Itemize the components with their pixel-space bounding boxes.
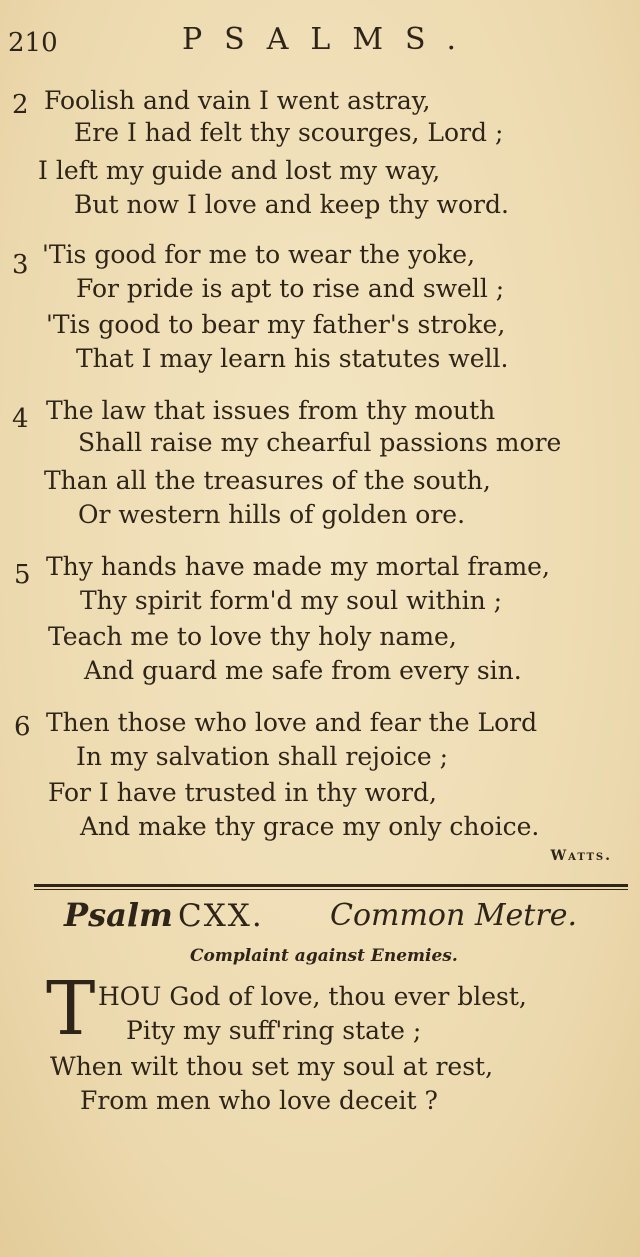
- stanza-line: Ere I had felt thy scourges, Lord ;: [74, 118, 504, 147]
- psalm-line: From men who love deceit ?: [80, 1086, 438, 1115]
- stanza-number: 4: [12, 404, 29, 434]
- stanza-line: Or western hills of golden ore.: [78, 500, 466, 529]
- stanza-line: Thy hands have made my mortal frame,: [46, 552, 550, 581]
- stanza-line: Thy spirit form'd my soul within ;: [80, 586, 503, 615]
- stanza-line: And make thy grace my only choice.: [80, 812, 540, 841]
- attribution: Watts.: [550, 848, 612, 864]
- stanza-line: Then those who love and fear the Lord: [46, 708, 538, 737]
- stanza-number: 3: [12, 250, 29, 280]
- stanza-line: For pride is apt to rise and swell ;: [76, 274, 505, 303]
- psalm-heading-word: Psalm: [64, 896, 173, 934]
- psalm-number: CXX.: [178, 898, 264, 934]
- stanza-line: Shall raise my chearful passions more: [78, 428, 562, 457]
- psalm-subtitle: Complaint against Enemies.: [190, 946, 458, 966]
- psalm-line: Pity my suff'ring state ;: [126, 1016, 422, 1045]
- stanza-line: 'Tis good for me to wear the yoke,: [42, 240, 476, 269]
- stanza-line: And guard me safe from every sin.: [84, 656, 522, 685]
- stanza-line: Teach me to love thy holy name,: [48, 622, 457, 651]
- stanza-line: 'Tis good to bear my father's stroke,: [46, 310, 506, 339]
- stanza-number: 6: [14, 712, 31, 742]
- stanza-line: Foolish and vain I went astray,: [44, 86, 431, 115]
- section-rule: [34, 884, 628, 887]
- psalm-line: When wilt thou set my soul at rest,: [50, 1052, 494, 1081]
- stanza-number: 5: [14, 560, 31, 590]
- stanza-line: Than all the treasures of the south,: [44, 466, 491, 495]
- psalm-line: HOU God of love, thou ever blest,: [98, 982, 527, 1011]
- stanza-line: But now I love and keep thy word.: [74, 190, 509, 219]
- stanza-line: In my salvation shall rejoice ;: [76, 742, 449, 771]
- stanza-number: 2: [12, 90, 29, 120]
- stanza-line: I left my guide and lost my way,: [38, 156, 441, 185]
- stanza-line: For I have trusted in thy word,: [48, 778, 437, 807]
- page-number: 210: [8, 28, 58, 58]
- drop-cap: T: [46, 966, 96, 1052]
- psalm-metre: Common Metre.: [330, 898, 577, 933]
- stanza-line: That I may learn his statutes well.: [76, 344, 509, 373]
- section-rule-thin: [34, 889, 628, 890]
- stanza-line: The law that issues from thy mouth: [46, 396, 496, 425]
- running-title: PSALMS.: [182, 22, 479, 57]
